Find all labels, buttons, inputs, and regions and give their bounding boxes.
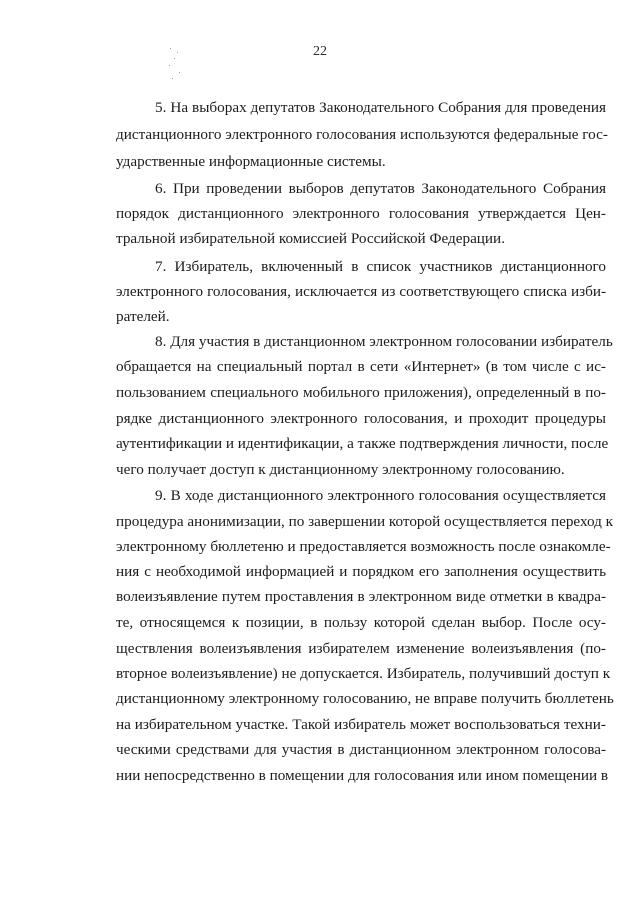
paragraph-line: 9. В ходе дистанционного электронного голосования осуществляется — [155, 487, 606, 504]
paragraph-line: порядок дистанционного электронного голосования утверждается Цен- — [116, 205, 606, 222]
paragraph-line: ческими средствами для участия в дистанционном электронном голосова- — [116, 741, 606, 758]
paragraph-line: те, относящемся к позиции, в пользу которой сделан выбор. После осу- — [116, 614, 606, 631]
paragraph-line: аутентификации и идентификации, а также подтверждения личности, после — [116, 435, 609, 452]
paragraph-line: чего получает доступ к дистанционному электронному голосованию. — [116, 461, 565, 478]
paragraph-line: обращается на специальный портал в сети «Интернет» (в том числе с ис- — [116, 358, 606, 375]
paragraph-line: 7. Избиратель, включенный в список участников дистанционного — [155, 258, 606, 275]
paragraph-line: рядке дистанционного электронного голосования, и проходит процедуры — [116, 410, 606, 427]
paragraph-line: тральной избирательной комиссией Российской Федерации. — [116, 230, 505, 247]
paragraph-line: ществления волеизъявления избирателем изменение волеизъявления (по- — [116, 640, 606, 657]
paragraph-line: волеизъявление путем проставления в электронном виде отметки в квадра- — [116, 588, 606, 605]
paragraph-line: 8. Для участия в дистанционном электронном голосовании избиратель — [155, 333, 613, 350]
scan-noise — [168, 48, 182, 88]
paragraph-line: на избирательном участке. Такой избиратель может воспользоваться техни- — [116, 716, 606, 733]
paragraph-line: пользованием специального мобильного приложения), определенный в по- — [116, 384, 606, 401]
paragraph-line: процедура анонимизации, по завершении которой осуществляется переход к — [116, 513, 614, 530]
paragraph-line: дистанционному электронному голосованию, не вправе получить бюллетень — [116, 690, 614, 707]
paragraph-line: электронного голосования, исключается из соответствующего списка изби- — [116, 283, 606, 300]
paragraph-line: 6. При проведении выборов депутатов Законодательного Собрания — [155, 180, 606, 197]
paragraph-line: 5. На выборах депутатов Законодательного Собрания для проведения — [155, 99, 606, 116]
paragraph-line: дистанционного электронного голосования используются федеральные гос- — [116, 126, 608, 143]
paragraph-line: ударственные информационные системы. — [116, 153, 386, 170]
paragraph-line: вторное волеизъявление) не допускается. Избиратель, получивший доступ к — [116, 665, 611, 682]
paragraph-line: электронному бюллетеню и предоставляется возможность после ознакомле- — [116, 538, 611, 555]
paragraph-line: рателей. — [116, 308, 170, 325]
paragraph-line: ния с необходимой информацией и порядком его заполнения осуществить — [116, 563, 606, 580]
page-number: 22 — [313, 44, 327, 59]
paragraph-line: нии непосредственно в помещении для голосования или ином помещении в — [116, 767, 609, 784]
